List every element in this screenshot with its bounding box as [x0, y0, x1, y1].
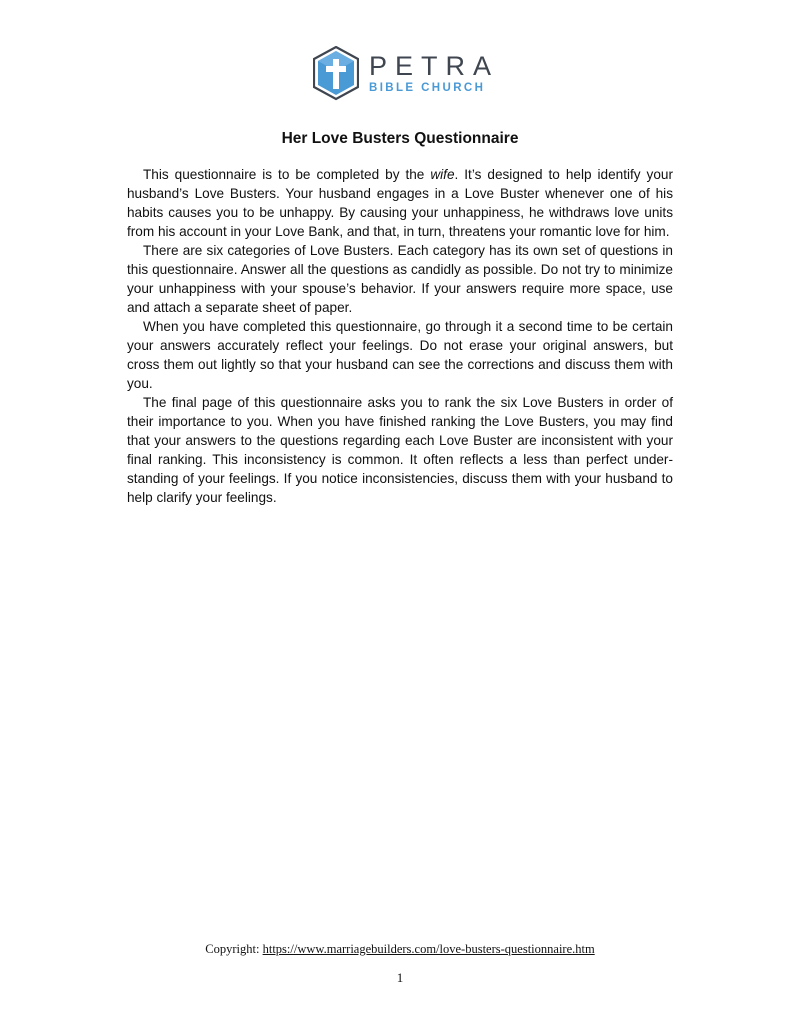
logo-name: PETRA	[369, 51, 500, 81]
page-title: Her Love Busters Questionnaire	[281, 130, 519, 147]
paragraph-categories: There are six categories of Love Busters. Each category has its own set of questions in this questionnaire. Answer all the questions as candidly as possible. Do not try to minimize your unhappiness with your spouse’s behavior. If your answers require more space, use and attach a separate sheet of paper.	[127, 243, 673, 315]
cross-in-hexagon-icon	[313, 46, 359, 102]
page-number: 1	[396, 970, 404, 985]
intro-text-after: . It’s designed to help identify your husband’s Love Busters. Your husband engages in a Love Buster whenever one of his habits causes you to be unhappy. By causing your unhappiness, he withdraws love units from his account in your Love Bank, and that, in turn, threatens your romantic love for him.	[127, 167, 674, 239]
copyright-link[interactable]: https://www.marriagebuilders.com/love-busters-questionnaire.htm	[262, 942, 595, 956]
church-logo	[313, 46, 499, 102]
copyright-footer	[0, 942, 800, 957]
intro-text-before: This questionnaire is to be completed by the	[143, 167, 431, 182]
paragraph-intro	[127, 165, 673, 241]
logo-subtitle: BIBLE CHURCH	[369, 82, 486, 94]
copyright-label: Copyright:	[205, 942, 263, 956]
paragraph-review: When you have completed this questionnaire, go through it a second time to be certain your answers accurately reflect your feelings. Do not erase your original answers, but cross them out lightly so that your husband can see the corrections and discuss them with you.	[127, 319, 673, 391]
document-body	[127, 165, 673, 507]
paragraph-ranking: The final page of this questionnaire asks you to rank the six Love Busters in order of their importance to you. When you have finished ranking the Love Busters, you may find that your answers to the questions regarding each Love Buster are inconsistent with your final ranking. This inconsistency is common. It often reflects a less than perfect understanding of your feelings. If you notice inconsistencies, discuss them with your husband to help clarify your feelings.	[127, 395, 673, 505]
intro-emphasis: wife	[430, 167, 455, 182]
